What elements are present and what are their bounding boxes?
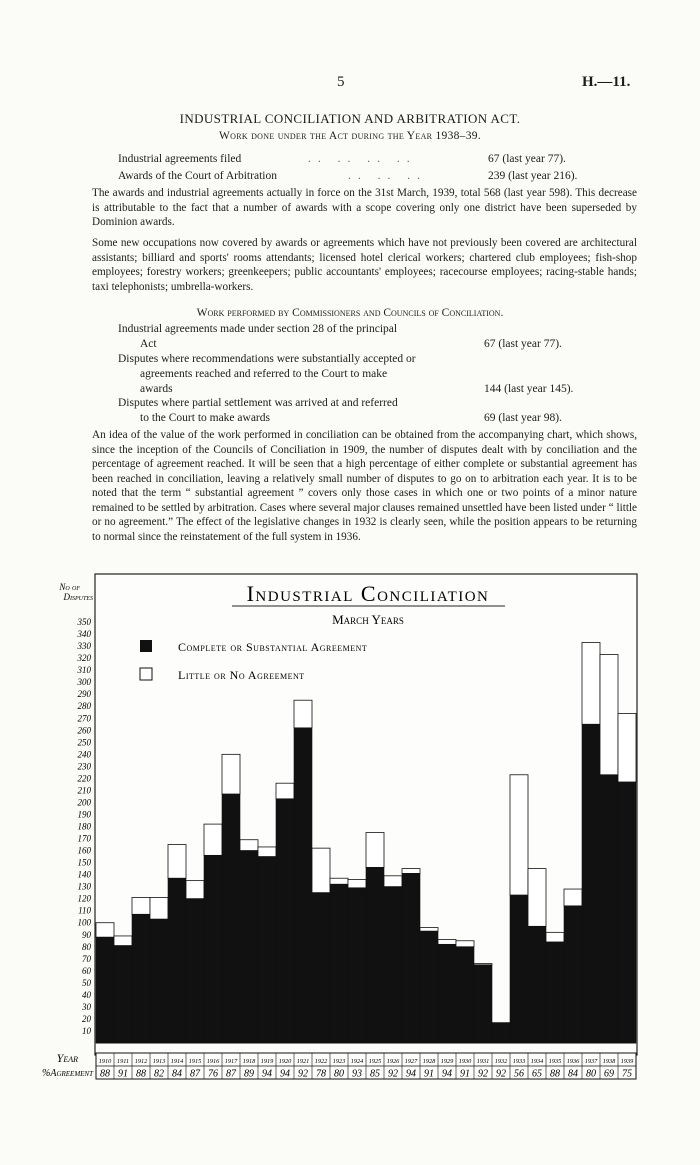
bar-little-agreement [456,941,474,947]
pct-agreement-value: 85 [370,1068,380,1080]
work-row-text: Industrial agreements made under section 28 of the principal [118,323,398,335]
bar-complete-agreement [168,878,186,1043]
section-heading-work: Work performed by Commissioners and Councils of Conciliation. [196,307,504,319]
paragraph-awards: The awards and industrial agreements actually in force on the 31st March, 1939, total 568 (last year 598). This decrease is attributable to the fact that a number of awards with a scope covering only one district have been superseded by Dominion awards. [92,187,637,228]
chart-title: Industrial Conciliation [246,581,490,606]
page-title: INDUSTRIAL CONCILIATION AND ARBITRATION ACT. [179,111,521,126]
year-label: 1936 [566,1058,580,1065]
y-tick-label: 220 [77,773,91,784]
summary-row-value: 67 (last year 77). [488,153,566,165]
bar-little-agreement [600,655,618,775]
bar-little-agreement [168,845,186,879]
bar-complete-agreement [312,893,330,1043]
x-axis-label: Year [56,1051,78,1065]
pct-agreement-value: 69 [604,1068,614,1080]
bar-complete-agreement [150,919,168,1043]
bar-little-agreement [564,889,582,906]
pct-agreement-value: 78 [316,1068,326,1080]
bar-complete-agreement [330,884,348,1043]
year-label: 1917 [224,1058,238,1065]
work-row-text-cont: Act [140,338,157,350]
bar-little-agreement [618,713,636,782]
bar-little-agreement [420,928,438,932]
year-label: 1912 [134,1058,148,1065]
pct-agreement-value: 94 [406,1068,416,1080]
y-tick-label: 110 [78,905,91,916]
y-tick-label: 300 [77,677,91,688]
legend-label-little: Little or No Agreement [178,668,305,682]
y-tick-label: 210 [77,785,91,796]
page-subtitle: Work done under the Act during the Year 1938–39. [218,130,482,142]
bar-little-agreement [276,783,294,799]
bar-little-agreement [312,848,330,893]
year-label: 1939 [620,1058,634,1065]
bar-little-agreement [474,964,492,965]
year-label: 1914 [170,1058,184,1065]
y-tick-label: 250 [77,737,91,748]
bar-little-agreement [96,923,114,937]
bar-complete-agreement [294,728,312,1043]
bar-complete-agreement [114,946,132,1043]
bar-complete-agreement [366,867,384,1043]
year-label: 1933 [512,1058,526,1065]
year-label: 1934 [530,1058,544,1065]
summary-row-value: 239 (last year 216). [488,170,578,182]
bar-complete-agreement [258,857,276,1043]
pct-agreement-value: 94 [442,1068,452,1080]
work-row [118,352,638,397]
year-label: 1927 [404,1058,418,1065]
y-tick-label: 150 [77,857,91,868]
y-tick-label: 280 [77,701,91,712]
y-tick-label: 260 [77,725,91,736]
work-row-text: Disputes where partial settlement was arrived at and referred [118,397,398,409]
bar-little-agreement [150,897,168,919]
y-tick-label: 100 [77,917,91,928]
y-tick-label: 290 [77,689,91,700]
y-tick-label: 10 [82,1025,91,1036]
year-label: 1935 [548,1058,562,1065]
leader-dots: .. .. .. .. [308,153,417,165]
year-label: 1919 [260,1058,274,1065]
bar-little-agreement [330,878,348,884]
bar-complete-agreement [420,931,438,1043]
pct-agreement-value: 87 [190,1068,200,1080]
bar-little-agreement [438,940,456,945]
pct-agreement-value: 82 [154,1068,164,1080]
work-row [118,396,638,426]
work-row-text-cont: agreements reached and referred to the Court to make [140,368,388,380]
bar-complete-agreement [132,914,150,1043]
year-label: 1911 [116,1058,130,1065]
y-tick-label: 80 [82,941,91,952]
bar-complete-agreement [564,906,582,1043]
bar-little-agreement [582,642,600,724]
pct-agreement-value: 88 [550,1068,560,1080]
bar-complete-agreement [348,888,366,1043]
bar-little-agreement [114,936,132,946]
y-tick-label: 70 [82,953,91,964]
pct-agreement-value: 92 [388,1068,398,1080]
bar-complete-agreement [492,1023,510,1043]
paragraph-chart-intro: An idea of the value of the work performed in conciliation can be obtained from the accompanying chart, which shows, since the inception of the Councils of Conciliation in 1909, the number of disputes dealt with by conciliation and the percentage of agreement reached. It will be seen that a high percentage of either complete or substantial agreement has been reached in conciliation, leaving a relatively small number of disputes to go on to arbitration each year. It is to be noted that the term “ substantial agreement ” covers only those cases in which one or two points of a minor nature remained to be settled by arbitration. Cases where several major clauses remained unsettled have been listed under “ little or no agreement.” The effect of the legislative changes in 1932 is clearly seen, while the position appears to be returning to normal since the reinstatement of the full system in 1936. [92,429,637,543]
work-row-text-cont: awards [140,383,173,395]
pct-agreement-value: 94 [280,1068,290,1080]
y-tick-label: 190 [77,809,91,820]
bar-complete-agreement [276,799,294,1043]
pct-agreement-value: 80 [586,1068,596,1080]
y-tick-label: 120 [77,893,91,904]
year-label: 1924 [350,1058,364,1065]
pct-agreement-value: 92 [496,1068,506,1080]
y-tick-label: 50 [82,977,91,988]
pct-agreement-value: 84 [172,1068,182,1080]
bar-little-agreement [258,847,276,857]
y-tick-label: 90 [82,929,91,940]
y-tick-label: 200 [77,797,91,808]
year-label: 1921 [296,1058,310,1065]
pct-agreement-value: 84 [568,1068,578,1080]
year-label: 1925 [368,1058,382,1065]
work-row-text: Disputes where recommendations were substantially accepted or [118,353,416,365]
y-tick-label: 40 [82,989,91,1000]
pct-agreement-value: 65 [532,1068,542,1080]
document-reference: H.—11. [582,74,631,90]
pct-agreement-value: 80 [334,1068,344,1080]
y-tick-label: 180 [77,821,91,832]
year-label: 1937 [584,1058,598,1065]
y-tick-label: 20 [82,1013,91,1024]
y-tick-label: 230 [77,761,91,772]
year-label: 1920 [278,1058,292,1065]
chart-subtitle: March Years [332,612,404,627]
bar-complete-agreement [186,899,204,1043]
pct-agreement-label: %Agreement [42,1068,93,1079]
pct-agreement-value: 89 [244,1068,254,1080]
y-tick-label: 60 [82,965,91,976]
conciliation-chart [0,568,700,1088]
work-row [118,322,638,352]
bar-complete-agreement [402,873,420,1043]
summary-row-label: Industrial agreements filed [118,153,242,165]
pct-agreement-value: 93 [352,1068,362,1080]
year-label: 1915 [188,1058,202,1065]
page-number: 5 [337,74,345,90]
bar-little-agreement [204,824,222,855]
y-axis-label-line2: Disputes [63,592,93,602]
bar-little-agreement [186,881,204,899]
year-label: 1931 [476,1058,490,1065]
bar-complete-agreement [240,851,258,1043]
year-label: 1913 [152,1058,166,1065]
summary-row-label: Awards of the Court of Arbitration [118,170,277,182]
bar-little-agreement [384,876,402,887]
y-tick-label: 30 [82,1001,91,1012]
pct-agreement-value: 56 [514,1068,524,1080]
legend-swatch-little [140,668,152,680]
y-tick-label: 170 [77,833,91,844]
year-pct-table [96,1053,636,1080]
y-tick-label: 240 [77,749,91,760]
bar-little-agreement [528,869,546,927]
work-row-value: 144 (last year 145). [484,383,574,395]
year-label: 1932 [494,1058,508,1065]
leader-dots: .. .. .. [348,170,427,182]
year-label: 1922 [314,1058,328,1065]
y-tick-label: 140 [77,869,91,880]
year-label: 1926 [386,1058,400,1065]
y-tick-label: 130 [77,881,91,892]
bar-complete-agreement [222,794,240,1043]
pct-agreement-value: 91 [424,1068,434,1080]
bar-little-agreement [510,775,528,895]
year-label: 1938 [602,1058,616,1065]
bar-complete-agreement [438,944,456,1043]
bar-complete-agreement [510,895,528,1043]
bar-complete-agreement [618,782,636,1043]
bar-complete-agreement [456,947,474,1043]
legend-swatch-complete [140,640,152,652]
year-label: 1910 [98,1058,112,1065]
bar-complete-agreement [546,942,564,1043]
y-tick-label: 330 [77,641,91,652]
bar-complete-agreement [528,926,546,1043]
bar-little-agreement [366,833,384,868]
y-tick-label: 310 [77,665,91,676]
work-row-value: 67 (last year 77). [484,338,562,350]
legend-label-complete: Complete or Substantial Agreement [178,640,368,654]
bar-complete-agreement [96,937,114,1043]
work-row-text-cont: to the Court to make awards [140,412,270,424]
pct-agreement-value: 87 [226,1068,236,1080]
y-axis-label-line1: No of [59,582,80,592]
bar-little-agreement [240,840,258,851]
y-tick-label: 160 [77,845,91,856]
y-tick-label: 350 [77,617,91,628]
year-label: 1929 [440,1058,454,1065]
bar-little-agreement [348,879,366,887]
chart-svg [0,568,700,1088]
year-label: 1930 [458,1058,472,1065]
y-tick-label: 340 [77,629,91,640]
bar-complete-agreement [600,775,618,1043]
bar-complete-agreement [204,855,222,1043]
y-tick-labels [77,617,92,1036]
bar-little-agreement [546,932,564,942]
pct-agreement-value: 76 [208,1068,218,1080]
pct-agreement-value: 94 [262,1068,272,1080]
year-label: 1916 [206,1058,220,1065]
bar-little-agreement [222,754,240,794]
year-label: 1928 [422,1058,436,1065]
pct-agreement-value: 88 [136,1068,146,1080]
year-label: 1918 [242,1058,256,1065]
bar-complete-agreement [384,887,402,1043]
bar-little-agreement [294,700,312,728]
pct-agreement-value: 91 [118,1068,128,1080]
bar-complete-agreement [474,965,492,1043]
bar-little-agreement [132,897,150,914]
y-tick-label: 320 [77,653,91,664]
paragraph-new-occupations: Some new occupations now covered by awards or agreements which have not previously been covered are architectural assistants; billiard and sports' rooms attendants; licensed hotel clerical workers; chartered club employees; fish-shop employees; forestry workers; greenkeepers; public accountants' employees; racecourse employees; racing-stable hands; taxi telephonists; umbrella-workers. [92,237,637,293]
y-tick-label: 270 [77,713,91,724]
bar-little-agreement [402,869,420,874]
year-label: 1923 [332,1058,346,1065]
bar-complete-agreement [582,724,600,1043]
pct-agreement-value: 92 [478,1068,488,1080]
pct-agreement-value: 88 [100,1068,110,1080]
work-row-value: 69 (last year 98). [484,412,562,424]
pct-agreement-value: 91 [460,1068,470,1080]
pct-agreement-value: 75 [622,1068,632,1080]
pct-agreement-value: 92 [298,1068,308,1080]
